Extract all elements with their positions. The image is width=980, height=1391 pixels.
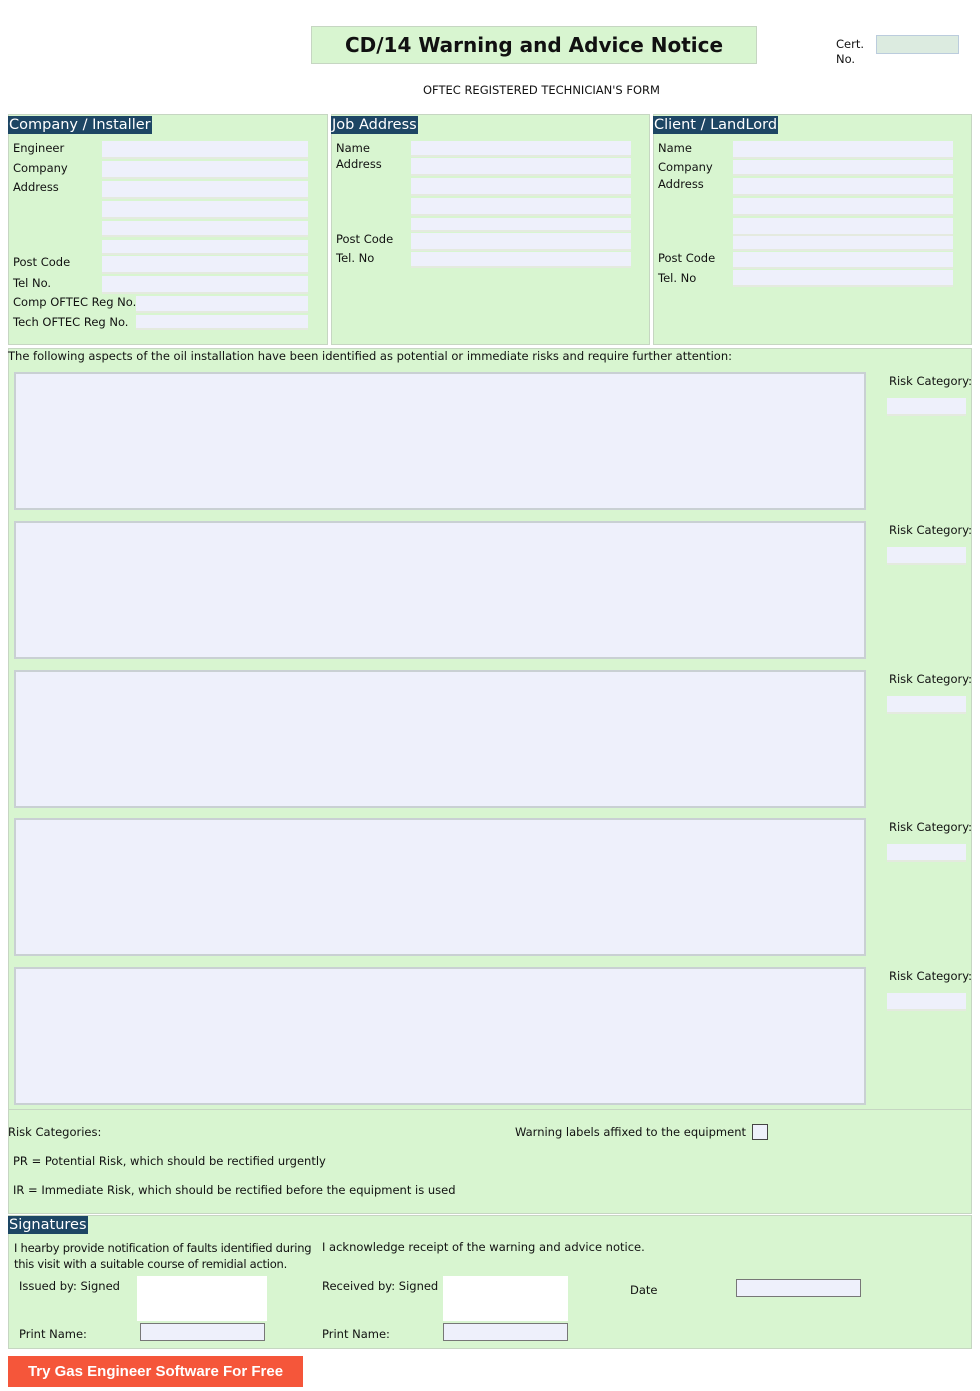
client-post-code-input[interactable] — [733, 252, 953, 269]
company-label: Company — [13, 161, 68, 175]
address-input-1[interactable] — [102, 181, 308, 199]
cert-no-input[interactable] — [876, 35, 959, 54]
tech-reg-input[interactable] — [136, 315, 308, 330]
client-name-label: Name — [658, 141, 692, 155]
issued-by-label: Issued by: Signed — [19, 1279, 120, 1293]
post-code-input[interactable] — [102, 256, 308, 274]
cert-label — [836, 37, 864, 67]
receiver-print-name-input[interactable] — [443, 1323, 568, 1341]
job-address-label: Address — [336, 157, 382, 171]
risks-intro: The following aspects of the oil installation have been identified as potential or immediate risks and require further attention: — [8, 349, 732, 363]
job-post-code-label: Post Code — [336, 232, 394, 246]
risk-description-box[interactable] — [14, 521, 866, 659]
comp-reg-label: Comp OFTEC Reg No. — [13, 295, 137, 309]
client-address-input-1[interactable] — [733, 178, 953, 196]
received-by-label: Received by: Signed — [322, 1279, 439, 1293]
post-code-label: Post Code — [13, 255, 71, 269]
job-post-code-input[interactable] — [411, 233, 631, 251]
job-tel-input[interactable] — [411, 252, 631, 268]
risk-category-input[interactable] — [887, 696, 966, 714]
job-heading: Job Address — [332, 117, 417, 133]
issuer-statement: I hearby provide notification of faults identified during this visit with a suitable course of remidial action. — [14, 1241, 312, 1271]
date-input[interactable] — [736, 1279, 861, 1297]
job-tel-label: Tel. No — [336, 251, 375, 265]
ir-definition: IR = Immediate Risk, which should be rectified before the equipment is used — [13, 1183, 456, 1197]
job-address-input-1[interactable] — [411, 158, 631, 176]
job-address-input-3[interactable] — [411, 198, 631, 216]
company-heading: Company / Installer — [9, 117, 151, 133]
warning-labels-label: Warning labels affixed to the equipment — [514, 1125, 746, 1139]
risk-description-box[interactable] — [14, 967, 866, 1105]
cert-label-2: No. — [836, 52, 856, 66]
issuer-signature-box[interactable] — [137, 1276, 267, 1321]
job-address-input-2[interactable] — [411, 178, 631, 196]
issuer-print-name-label: Print Name: — [19, 1327, 87, 1341]
engineer-input[interactable] — [102, 141, 308, 159]
client-post-code-label: Post Code — [658, 251, 716, 265]
company-input[interactable] — [102, 161, 308, 179]
client-address-input-2[interactable] — [733, 198, 953, 216]
client-address-label: Address — [658, 177, 704, 191]
signatures-heading: Signatures — [9, 1217, 87, 1233]
issuer-print-name-input[interactable] — [140, 1323, 265, 1341]
client-tel-input[interactable] — [733, 270, 953, 287]
pr-definition: PR = Potential Risk, which should be rectified urgently — [13, 1154, 326, 1168]
receiver-print-name-label: Print Name: — [322, 1327, 390, 1341]
risk-category-input[interactable] — [887, 547, 966, 565]
address-input-4[interactable] — [102, 240, 308, 255]
receiver-statement: I acknowledge receipt of the warning and advice notice. — [322, 1240, 645, 1254]
comp-reg-input[interactable] — [136, 296, 308, 313]
risk-category-label: Risk Category: — [889, 374, 973, 388]
client-tel-label: Tel. No — [658, 271, 697, 285]
risk-category-label: Risk Category: — [889, 820, 973, 834]
engineer-label: Engineer — [13, 141, 65, 155]
client-address-input-4[interactable] — [733, 236, 953, 251]
risk-categories-title: Risk Categories: — [8, 1125, 102, 1139]
tech-reg-label: Tech OFTEC Reg No. — [13, 315, 129, 329]
title-box: CD/14 Warning and Advice Notice — [311, 26, 757, 64]
address-input-2[interactable] — [102, 201, 308, 219]
risk-description-box[interactable] — [14, 670, 866, 808]
client-heading: Client / LandLord — [654, 117, 778, 133]
client-company-input[interactable] — [733, 160, 953, 176]
date-label: Date — [630, 1283, 658, 1297]
job-name-label: Name — [336, 141, 370, 155]
risk-description-box[interactable] — [14, 818, 866, 956]
risk-description-box[interactable] — [14, 372, 866, 510]
cert-label-1: Cert. — [836, 37, 864, 51]
risk-category-label: Risk Category: — [889, 523, 973, 537]
warning-labels-checkbox[interactable] — [752, 1124, 768, 1140]
client-company-label: Company — [658, 160, 713, 174]
tel-input[interactable] — [102, 276, 308, 294]
risk-category-input[interactable] — [887, 398, 966, 416]
job-name-input[interactable] — [411, 141, 631, 157]
address-label: Address — [13, 180, 59, 194]
risk-category-label: Risk Category: — [889, 672, 973, 686]
risk-category-label: Risk Category: — [889, 969, 973, 983]
client-address-input-3[interactable] — [733, 218, 953, 236]
client-name-input[interactable] — [733, 141, 953, 159]
form-subtitle: OFTEC REGISTERED TECHNICIAN'S FORM — [423, 83, 660, 97]
try-software-button[interactable]: Try Gas Engineer Software For Free — [8, 1356, 303, 1387]
risk-category-input[interactable] — [887, 844, 966, 862]
job-address-input-4[interactable] — [411, 218, 631, 232]
risk-category-input[interactable] — [887, 993, 966, 1011]
tel-label: Tel No. — [13, 276, 52, 290]
address-input-3[interactable] — [102, 221, 308, 237]
receiver-signature-box[interactable] — [443, 1276, 568, 1321]
